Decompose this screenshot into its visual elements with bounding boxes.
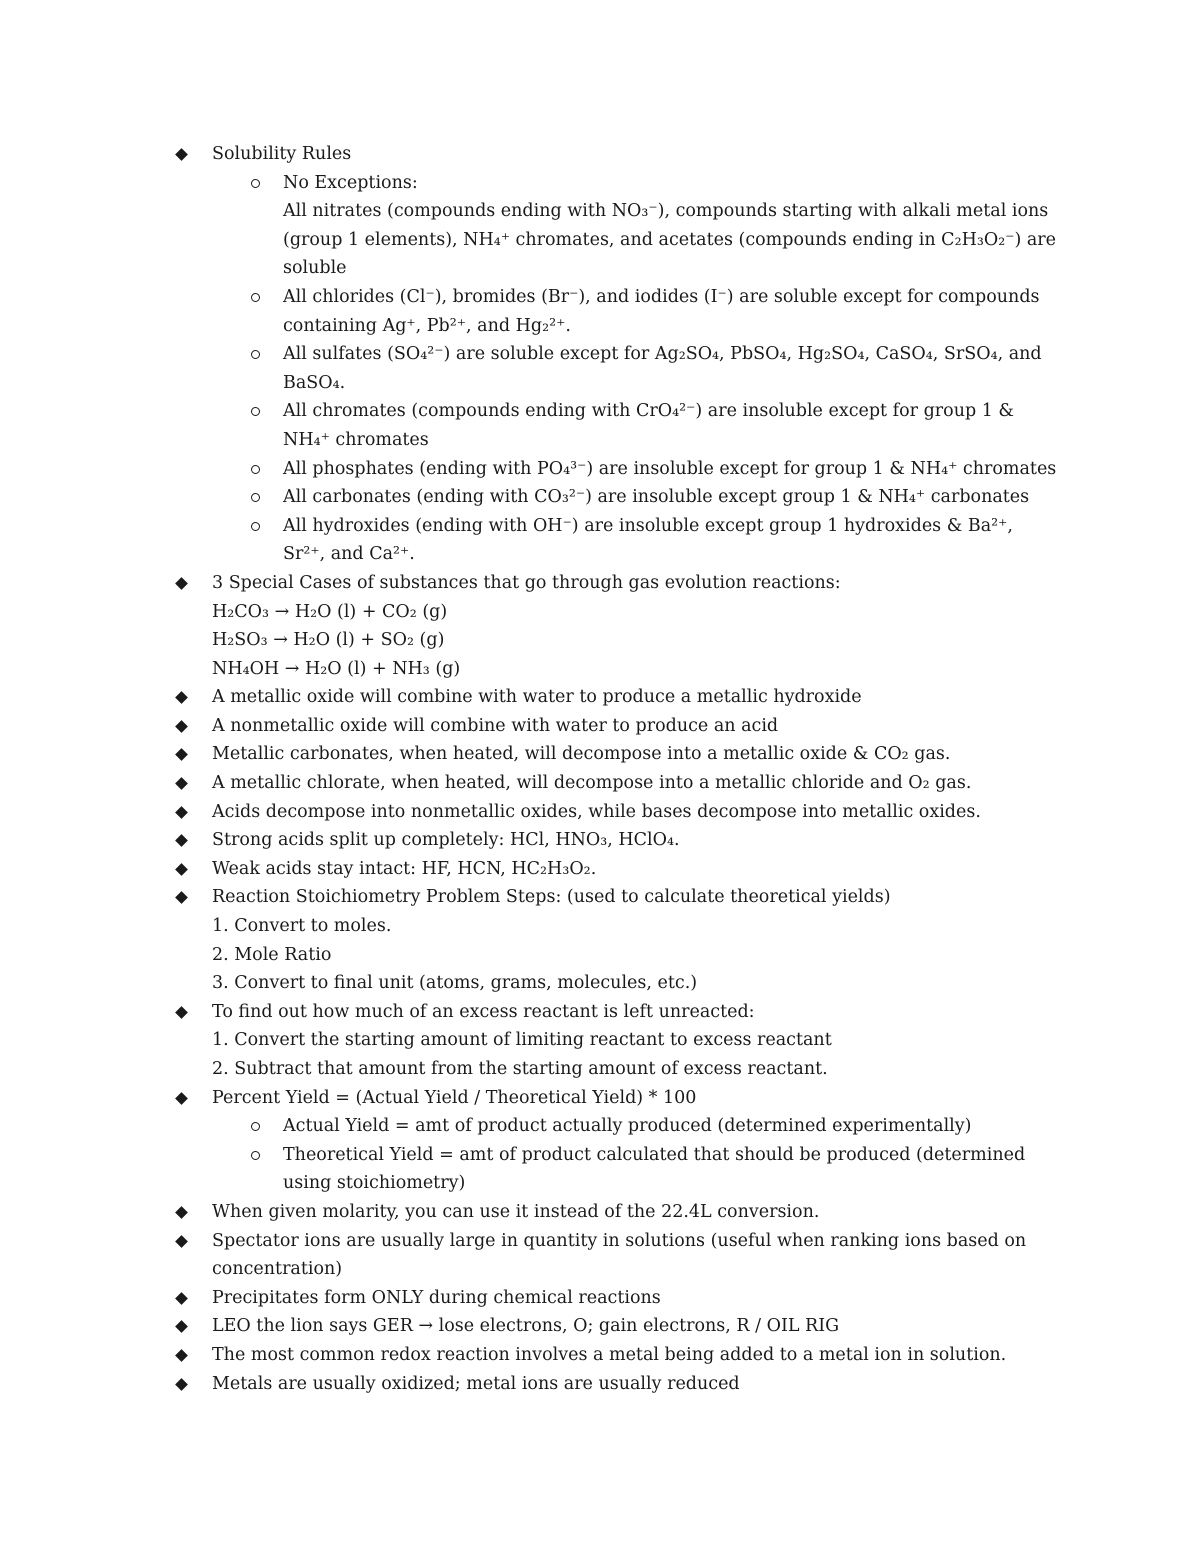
carbonates-rule: All carbonates (ending with CO₃²⁻) are insoluble except group 1 & NH₄⁺ carbonates [283,487,1030,508]
fact-metallic-oxide: A metallic oxide will combine with water to produce a metallic hydroxide [212,687,862,708]
list-item [0,883,1200,997]
fact-molarity: When given molarity, you can use it instead of the 22.4L conversion. [212,1201,820,1222]
gas-evolution-heading: 3 Special Cases of substances that go through gas evolution reactions: [212,572,841,593]
list-item [0,1084,1200,1113]
list-item [0,998,1200,1084]
no-exceptions-label: No Exceptions: [283,172,418,193]
fact-spectator-ions: Spectator ions are usually large in quantity in solutions (useful when ranking ions based on concentration) [212,1230,1027,1280]
list-item [0,340,1200,397]
bullet-circle-icon [251,293,260,302]
fact-nonmetallic-oxide: A nonmetallic oxide will combine with water to produce an acid [212,715,779,736]
stoichiometry-step-3: 3. Convert to final unit (atoms, grams, molecules, etc.) [212,973,698,994]
excess-reactant-step-1: 1. Convert the starting amount of limiting reactant to excess reactant [212,1030,832,1051]
stoichiometry-step-2: 2. Mole Ratio [212,944,332,965]
bullet-diamond-icon [175,148,188,161]
excess-reactant-step-2: 2. Subtract that amount from the starting amount of excess reactant. [212,1059,828,1079]
fact-redox-common: The most common redox reaction involves a metal being added to a metal ion in solution. [212,1344,1007,1365]
bullet-circle-icon [251,350,260,359]
list-item [0,740,1200,769]
bullet-circle-icon [251,407,260,416]
list-item [0,1312,1200,1341]
bullet-circle-icon [251,493,260,502]
list-item [0,1284,1200,1313]
stoichiometry-heading: Reaction Stoichiometry Problem Steps: (used to calculate theoretical yields) [212,887,891,908]
list-item [0,1227,1200,1284]
no-exceptions-text: All nitrates (compounds ending with NO₃⁻), compounds starting with alkali metal ions (group 1 elements), NH₄⁺ chromates, and acetates (compounds ending in C₂H₃O₂⁻) are soluble [283,201,1057,279]
list-item [0,1141,1200,1198]
list-item [0,1112,1200,1141]
bullet-diamond-icon [175,1292,188,1305]
fact-weak-acids: Weak acids stay intact: HF, HCN, HC₂H₃O₂. [212,858,597,879]
fact-metallic-chlorate: A metallic chlorate, when heated, will decompose into a metallic chloride and O₂ gas. [212,773,972,794]
list-item [0,483,1200,512]
list-item [0,855,1200,884]
list-item [0,769,1200,798]
gas-reaction-1: H₂CO₃ → H₂O (l) + CO₂ (g) [212,601,448,622]
bullet-circle-icon [251,522,260,531]
bullet-diamond-icon [175,577,188,590]
list-item [0,455,1200,484]
chlorides-rule: All chlorides (Cl⁻), bromides (Br⁻), and iodides (I⁻) are soluble except for compounds containing Ag⁺, Pb²⁺, and Hg₂²⁺. [283,286,1040,336]
fact-metallic-carbonates: Metallic carbonates, when heated, will decompose into a metallic oxide & CO₂ gas. [212,744,951,765]
bullet-diamond-icon [175,892,188,905]
bullet-diamond-icon [175,1006,188,1019]
list-item [0,397,1200,454]
bullet-circle-icon [251,465,260,474]
bullet-diamond-icon [175,1092,188,1105]
bullet-diamond-icon [175,691,188,704]
hydroxides-rule: All hydroxides (ending with OH⁻) are insoluble except group 1 hydroxides & Ba²⁺, Sr²⁺, and Ca²⁺. [283,515,1013,565]
bullet-diamond-icon [175,1378,188,1391]
list-item [0,569,1200,683]
list-item [0,1341,1200,1370]
notes-list [0,140,1200,1398]
bullet-diamond-icon [175,749,188,762]
bullet-diamond-icon [175,1320,188,1333]
bullet-diamond-icon [175,1349,188,1362]
list-item [0,1370,1200,1399]
gas-reaction-2: H₂SO₃ → H₂O (l) + SO₂ (g) [212,630,445,651]
stoichiometry-step-1: 1. Convert to moles. [212,916,392,937]
list-item [0,712,1200,741]
list-item [0,140,1200,169]
list-item [0,798,1200,827]
bullet-diamond-icon [175,720,188,733]
bullet-diamond-icon [175,863,188,876]
phosphates-rule: All phosphates (ending with PO₄³⁻) are insoluble except for group 1 & NH₄⁺ chromates [283,458,1057,479]
fact-precipitates: Precipitates form ONLY during chemical reactions [212,1287,661,1308]
bullet-diamond-icon [175,1235,188,1248]
bullet-diamond-icon [175,834,188,847]
fact-metals-oxidized: Metals are usually oxidized; metal ions are usually reduced [212,1373,740,1394]
bullet-diamond-icon [175,806,188,819]
gas-reaction-3: NH₄OH → H₂O (l) + NH₃ (g) [212,658,461,679]
bullet-diamond-icon [175,1206,188,1219]
fact-acids-bases-decompose: Acids decompose into nonmetallic oxides, while bases decompose into metallic oxides. [212,801,981,822]
list-item [0,1198,1200,1227]
solubility-rules-heading: Solubility Rules [212,144,352,164]
list-item [0,283,1200,340]
actual-yield-definition: Actual Yield = amt of product actually produced (determined experimentally) [283,1116,972,1137]
fact-strong-acids: Strong acids split up completely: HCl, HNO₃, HClO₄. [212,830,680,851]
bullet-circle-icon [251,1151,260,1160]
percent-yield-heading: Percent Yield = (Actual Yield / Theoretical Yield) * 100 [212,1087,697,1108]
sulfates-rule: All sulfates (SO₄²⁻) are soluble except for Ag₂SO₄, PbSO₄, Hg₂SO₄, CaSO₄, SrSO₄, and BaSO₄. [283,344,1042,393]
bullet-diamond-icon [175,777,188,790]
fact-leo-ger: LEO the lion says GER → lose electrons, O; gain electrons, R / OIL RIG [212,1316,840,1337]
bullet-circle-icon [251,1122,260,1131]
theoretical-yield-definition: Theoretical Yield = amt of product calculated that should be produced (determined using stoichiometry) [283,1144,1026,1194]
bullet-circle-icon [251,179,260,188]
list-item [0,826,1200,855]
excess-reactant-heading: To find out how much of an excess reactant is left unreacted: [212,1001,755,1022]
list-item [0,512,1200,569]
list-item [0,169,1200,283]
list-item [0,683,1200,712]
chromates-rule: All chromates (compounds ending with CrO₄²⁻) are insoluble except for group 1 & NH₄⁺ chromates [283,401,1015,450]
